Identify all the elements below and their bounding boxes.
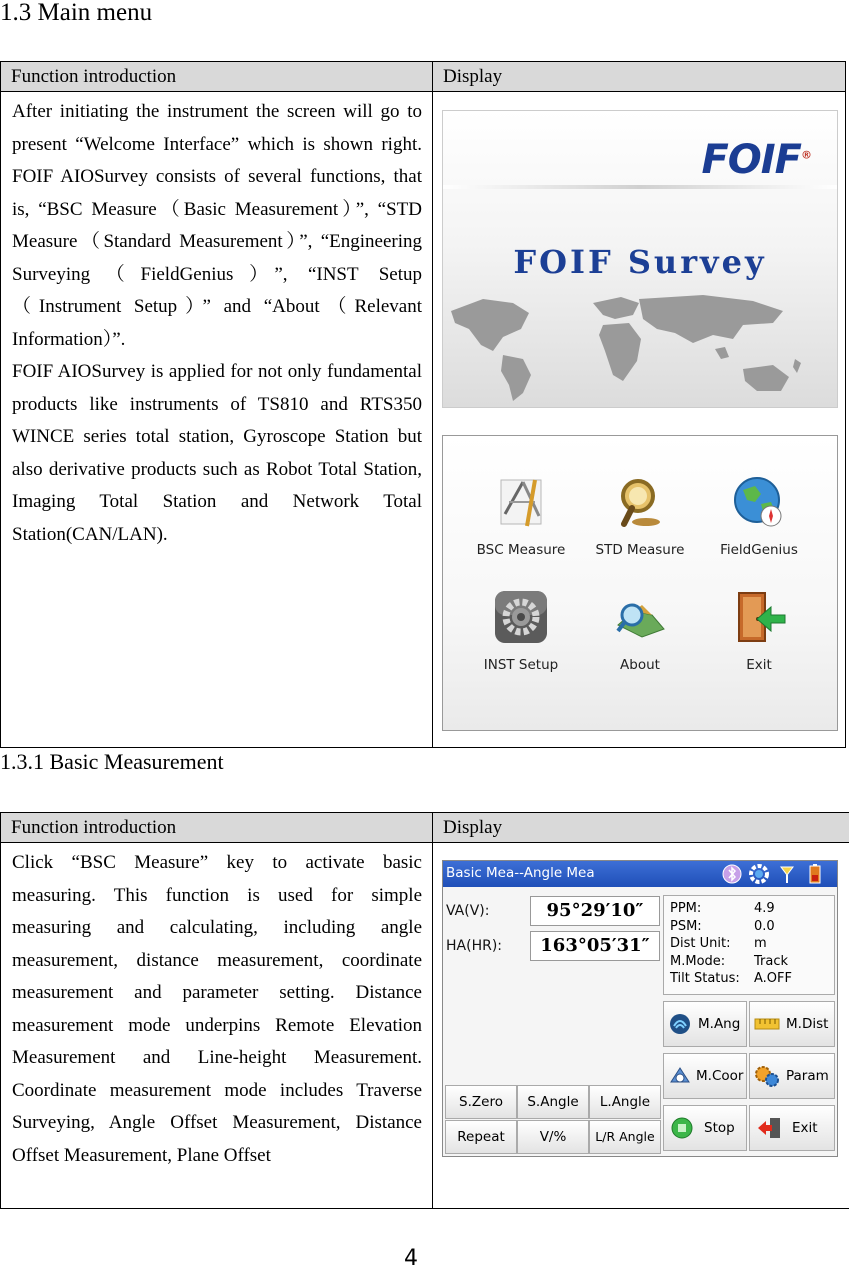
status-panel: PPM: 4.9 PSM: 0.0 Dist Unit: m M.Mode: Track Tilt Status: A.OFF — [663, 895, 835, 995]
screen-title-bar — [443, 861, 837, 887]
column-header-display: Display — [433, 62, 846, 92]
about-button[interactable] — [600, 589, 680, 673]
parameter-gears-icon — [754, 1064, 780, 1088]
exit-button[interactable] — [719, 589, 799, 673]
s-zero-button[interactable]: S.Zero — [445, 1085, 517, 1119]
about-label: About — [620, 657, 660, 673]
l-angle-button[interactable]: L.Angle — [589, 1085, 661, 1119]
exit-label: Exit — [746, 657, 772, 673]
globe-icon — [731, 474, 787, 530]
column-header-function: Function introduction — [1, 62, 433, 92]
repeat-button[interactable]: Repeat — [445, 1120, 517, 1154]
m-ang-button[interactable]: M.Ang — [663, 1001, 747, 1047]
std-measure-button[interactable] — [595, 474, 685, 558]
column-header-function: Function introduction — [1, 813, 433, 843]
fieldgenius-label: FieldGenius — [720, 542, 798, 558]
function-description-cell — [1, 92, 433, 748]
section-title-main-menu: 1.3 Main menu — [0, 0, 153, 26]
page-number: 4 — [404, 1246, 418, 1271]
screen-title: Basic Mea--Angle Mea — [446, 865, 595, 881]
exit-arrow-icon — [756, 1116, 782, 1140]
welcome-screen — [442, 110, 838, 408]
bluetooth-icon[interactable] — [721, 863, 743, 885]
va-value: 95°29′10″ — [530, 896, 660, 926]
ha-value: 163°05′31″ — [530, 931, 660, 961]
map-icon — [612, 589, 668, 645]
world-map-icon — [443, 289, 837, 407]
description-paragraph: Click “BSC Measure” key to activate basic measuring. This function is used for simple measuring and calculating, including angle measurement, distance measurement, coordinate measurement and parameter setting. Distance measurement mode underpins Remote Elevation Measurement and Line-height Measurement. Coordinate measurement mode includes Traverse Surveying, Angle Offset Measurement, Distance Offset Measurement, Plane Offset — [12, 852, 422, 1166]
va-label: VA(V): — [446, 903, 490, 919]
battery-icon — [804, 863, 826, 885]
m-coor-button[interactable]: M.Coor — [663, 1053, 747, 1099]
param-button[interactable]: Param — [749, 1053, 835, 1099]
description-paragraph: After initiating the instrument the screen will go to present “Welcome Interface” which is shown right. FOIF AIOSurvey consists of several functions, that is, “BSC Measure（Basic Measurement）”, “STD Measure（Standard Measurement）”, “Engineering Surveying（FieldGenius）”, “INST Setup（Instrument Setup）” and “About（Relevant Information）”. — [12, 101, 422, 350]
column-header-display: Display — [433, 813, 849, 843]
bsc-measure-label: BSC Measure — [476, 542, 566, 558]
magnifier-icon — [612, 474, 668, 530]
exit-button[interactable]: Exit — [749, 1105, 835, 1151]
ha-label: HA(HR): — [446, 938, 502, 954]
settings-gear-icon[interactable] — [748, 863, 770, 885]
description-paragraph: FOIF AIOSurvey is applied for not only fundamental products like instruments of TS810 and RTS350 WINCE series total station, Gyroscope Station but also derivative products such as Robot Total Station, Imaging Total Station and Network Total Station(CAN/LAN). — [12, 361, 422, 545]
drafting-compass-icon — [493, 474, 549, 530]
coordinate-icon — [668, 1064, 692, 1088]
function-description-cell — [1, 843, 433, 1209]
bsc-measure-button[interactable] — [476, 474, 566, 558]
inst-setup-label: INST Setup — [483, 657, 559, 673]
welcome-banner: FOIF Survey — [513, 243, 767, 281]
v-percent-button[interactable]: V/% — [517, 1120, 589, 1154]
stop-icon — [670, 1116, 694, 1140]
foif-logo: FOIF® — [701, 137, 811, 183]
main-menu-screen — [442, 435, 838, 731]
stop-button[interactable]: Stop — [663, 1105, 747, 1151]
m-dist-button[interactable]: M.Dist — [749, 1001, 835, 1047]
section-title-basic-measurement: 1.3.1 Basic Measurement — [0, 749, 224, 774]
lr-angle-button[interactable]: L/R Angle — [589, 1120, 661, 1154]
std-measure-label: STD Measure — [595, 542, 685, 558]
angle-measure-icon — [668, 1012, 692, 1036]
gear-icon — [493, 589, 549, 645]
fieldgenius-button[interactable] — [719, 474, 799, 558]
exit-door-icon — [731, 589, 787, 645]
inst-setup-button[interactable] — [481, 589, 561, 673]
s-angle-button[interactable]: S.Angle — [517, 1085, 589, 1119]
signal-antenna-icon[interactable] — [776, 863, 798, 885]
ruler-icon — [754, 1012, 780, 1036]
basic-measure-screen — [442, 860, 838, 1157]
